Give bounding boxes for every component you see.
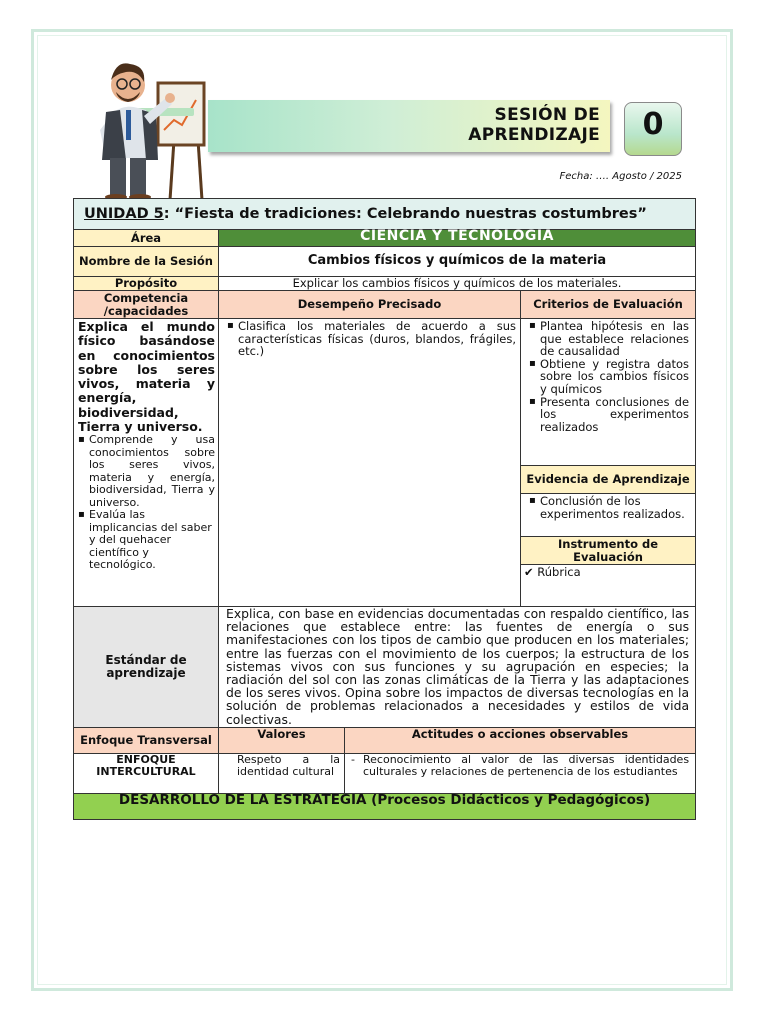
unit-label: UNIDAD 5 [84, 205, 164, 222]
criteria-item: ▪ Presenta conclusiones de los experimentos realizados [539, 396, 689, 434]
session-table [73, 198, 696, 820]
session-name-label: Nombre de la Sesión [74, 247, 219, 277]
evidence-cell [521, 494, 695, 537]
teacher-illustration [86, 50, 216, 200]
evidence-list [529, 495, 689, 520]
session-number: 0 [642, 107, 664, 142]
performance-header: Desempeño Precisado [219, 291, 521, 319]
evidence-item: ▪ Conclusión de los experimentos realizados. [539, 495, 689, 520]
unit-title [74, 199, 696, 230]
area-value: CIENCIA Y TECNOLOGIA [219, 230, 696, 247]
development-header: DESARROLLO DE LA ESTRATEGIA (Procesos Didácticos y Pedagógicos) [74, 793, 696, 819]
date-label: Fecha: …. Agosto / 2025 [559, 171, 682, 182]
capacity-item: ▪ Comprende y usa conocimientos sobre los seres vivos, materia y energía, biodiversidad, Tierra y universo. [88, 434, 215, 509]
criteria-stack [521, 319, 695, 606]
check-icon: ✔ [524, 565, 534, 579]
standard-label: Estándar de aprendizaje [74, 607, 219, 728]
performance-list [227, 320, 516, 358]
values-header: Valores [219, 727, 345, 753]
instrument-item: Rúbrica [537, 565, 581, 579]
evidence-label: Evidencia de Aprendizaje [521, 466, 695, 494]
criteria-list [529, 320, 689, 433]
session-title-banner [208, 100, 610, 152]
competence-header: Competencia /capacidades [74, 291, 219, 319]
purpose-value: Explicar los cambios físicos y químicos de los materiales. [219, 277, 696, 291]
value-cell: Respeto a la identidad cultural [219, 753, 345, 793]
session-number-box [624, 102, 682, 156]
instrument-label: Instrumento de Evaluación [521, 537, 695, 565]
session-name-value: Cambios físicos y químicos de la materia [219, 247, 696, 277]
standard-text: Explica, con base en evidencias documentadas con respaldo científico, las relaciones que establece entre: las fuentes de energía o sus manifestaciones con los tipos de cambio que producen en los materiales; entre las fuerzas con el movimiento de los cuerpos; la estructura de los sistemas vivos con sus funciones y su agrupación en especies; la radiación del sol con las zonas climáticas de la Tierra y las adaptaciones de los seres vivos. Opina sobre los impactos de diversas tecnologías en la solución de problemas relacionados a necesidades y estilos de vida colectivas. [219, 607, 696, 728]
session-title: SESIÓN DE APRENDIZAJE [468, 105, 600, 145]
transversal-header: Enfoque Transversal [74, 727, 219, 753]
capacity-item: ▪ Evalúa las implicancias del saber y del quehacer científico y tecnológico. [88, 509, 215, 572]
unit-name: : “Fiesta de tradiciones: Celebrando nuestras costumbres” [163, 205, 647, 222]
criteria-column [521, 319, 696, 607]
criteria-cell [521, 319, 695, 466]
action-cell [345, 753, 696, 793]
instrument-cell [521, 565, 695, 607]
criteria-header: Criterios de Evaluación [521, 291, 696, 319]
competence-cell [74, 319, 219, 607]
dash-marker: - [351, 752, 355, 766]
performance-cell [219, 319, 521, 607]
action-text: Reconocimiento al valor de las diversas identidades culturales y relaciones de pertenencia de los estudiantes [363, 752, 690, 779]
performance-item: ▪ Clasifica los materiales de acuerdo a sus características físicas (duros, blandos, frágiles, etc.) [237, 320, 516, 358]
actions-header: Actitudes o acciones observables [345, 727, 696, 753]
criteria-item: ▪ Obtiene y registra datos sobre los cambios físicos y químicos [539, 358, 689, 396]
criteria-item: ▪ Plantea hipótesis en las que establece relaciones de causalidad [539, 320, 689, 358]
approach-cell: ENFOQUE INTERCULTURAL [74, 753, 219, 793]
capacity-list [78, 434, 215, 572]
purpose-label: Propósito [74, 277, 219, 291]
area-label: Área [74, 230, 219, 247]
competence-main: Explica el mundo físico basándose en conocimientos sobre los seres vivos, materia y energía, biodiversidad, Tierra y universo. [78, 319, 215, 435]
